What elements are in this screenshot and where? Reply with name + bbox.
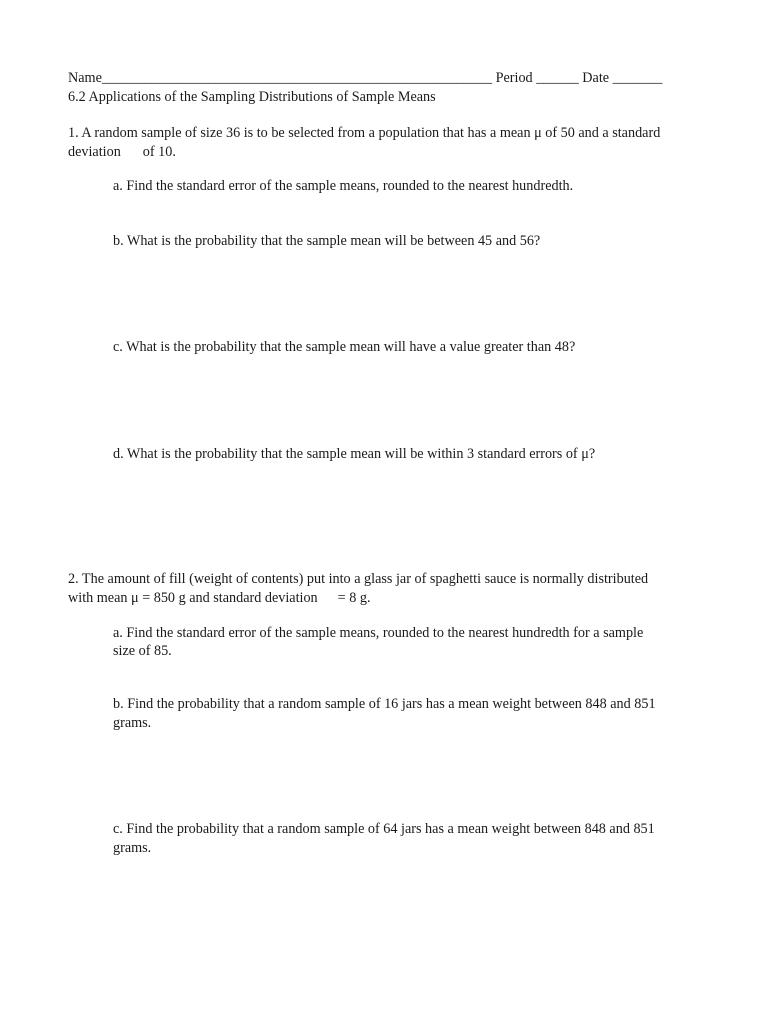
question-1-stem-line-1: 1. A random sample of size 36 is to be selected from a population that has a mean μ of 50 and a standard: [68, 125, 661, 141]
question-1d: d. What is the probability that the sample mean will be within 3 standard errors of μ?: [113, 446, 596, 462]
question-1b: b. What is the probability that the sample mean will be between 45 and 56?: [113, 233, 541, 249]
question-1-stem-line-2-part-1: deviation: [68, 144, 121, 160]
worksheet-title: 6.2 Applications of the Sampling Distributions of Sample Means: [68, 89, 436, 105]
name-label: Name: [68, 70, 102, 86]
question-2b-line-1: b. Find the probability that a random sample of 16 jars has a mean weight between 848 and 851: [113, 696, 656, 712]
date-label: Date: [582, 70, 610, 86]
question-2-stem-line-2: [68, 589, 371, 607]
question-1c: c. What is the probability that the sample mean will have a value greater than 48?: [113, 339, 576, 355]
question-1-stem-line-2: [68, 143, 176, 161]
header-row: [68, 69, 708, 87]
period-label: Period: [495, 70, 533, 86]
question-1a: a. Find the standard error of the sample means, rounded to the nearest hundredth.: [113, 178, 574, 194]
period-blank: ______: [536, 70, 579, 86]
question-2c-line-1: c. Find the probability that a random sample of 64 jars has a mean weight between 848 and 851: [113, 821, 655, 837]
question-2c-line-2: grams.: [113, 840, 152, 856]
date-blank: _______: [612, 70, 663, 86]
question-2-stem-line-2-part-2: = 8 g.: [337, 590, 371, 606]
question-1-stem-line-2-part-2: of 10.: [142, 144, 176, 160]
question-2a-line-2: size of 85.: [113, 643, 172, 659]
question-2-stem-line-2-part-1: with mean μ = 850 g and standard deviation: [68, 590, 318, 606]
question-2a-line-1: a. Find the standard error of the sample means, rounded to the nearest hundredth for a sample: [113, 625, 644, 641]
question-2-stem-line-1: 2. The amount of fill (weight of contents) put into a glass jar of spaghetti sauce is normally distributed: [68, 571, 649, 587]
question-2b-line-2: grams.: [113, 715, 152, 731]
name-blank: _______________________________________________________: [101, 70, 493, 86]
